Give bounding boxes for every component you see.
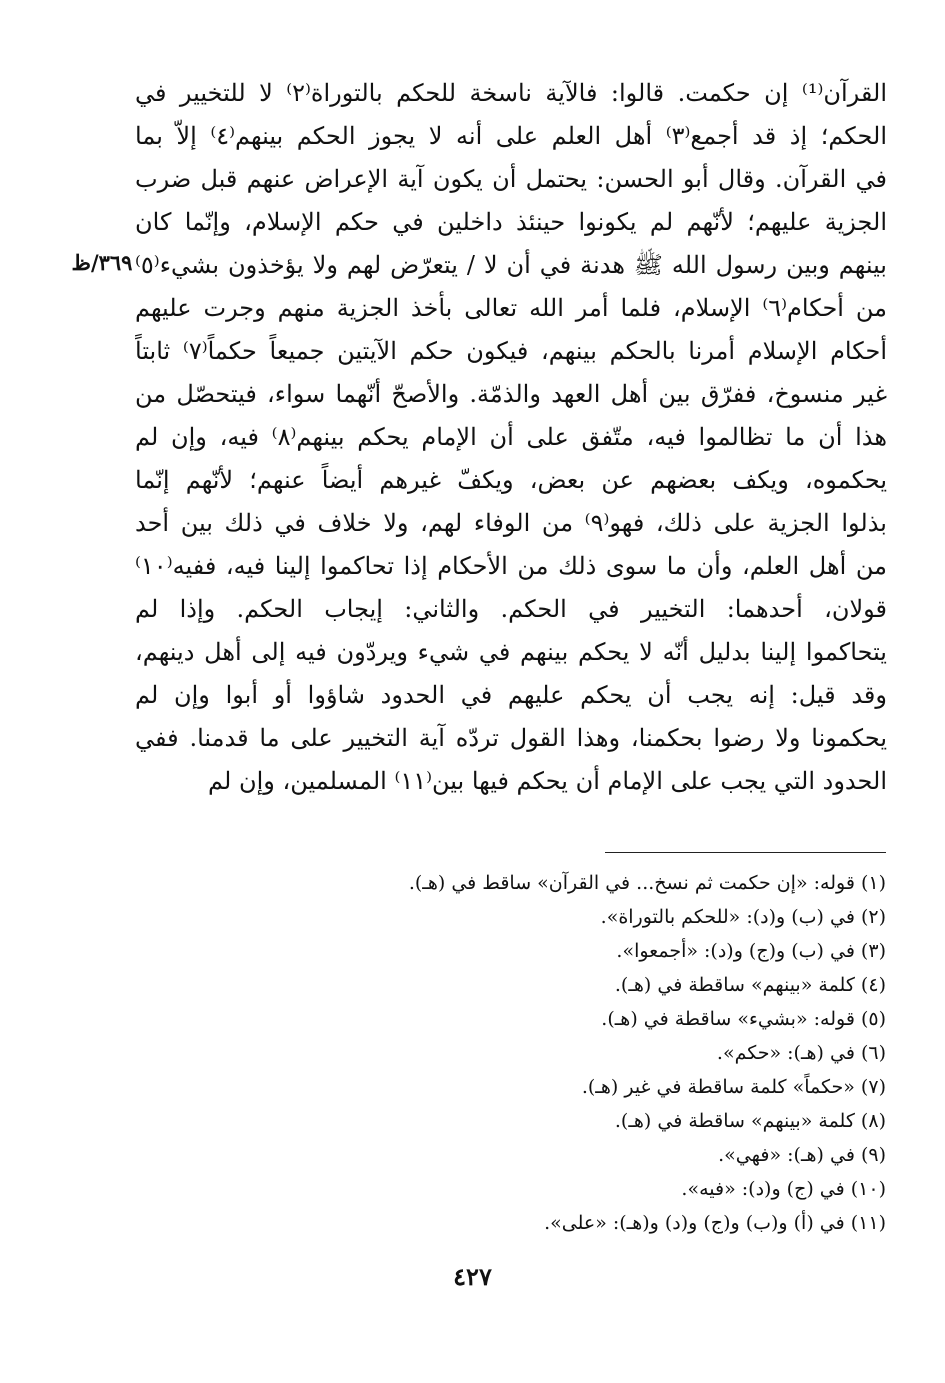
text-line: يحكمونا ولا رضوا بحكمنا، وهذا القول تردّه آية التخيير على ما قدمنا. ففي <box>135 724 887 752</box>
footnote: (٥) قوله: «بشيء» ساقطة في (هـ). <box>601 1008 886 1030</box>
text-line: هذا أن ما تظالموا فيه، متّفق على أن الإمام يحكم بينهم⁽٨⁾ فيه، وإن لم <box>135 423 887 451</box>
footnote: (٦) في (هـ): «حكم». <box>716 1042 886 1064</box>
footnote: (١) قوله: «إن حكمت ثم نسخ... في القرآن» ساقط في (هـ). <box>408 872 886 894</box>
footnote: (٩) في (هـ): «فهي». <box>718 1144 886 1166</box>
text-line: من أهل العلم، وأن ما سوى ذلك من الأحكام إذا تحاكموا إلينا فيه، ففيه⁽١٠⁾ <box>135 552 887 580</box>
text-line: بذلوا الجزية على ذلك، فهو⁽٩⁾ من الوفاء لهم، ولا خلاف في ذلك بين أحد <box>135 509 887 537</box>
text-line: الحدود التي يجب على الإمام أن يحكم فيها بين⁽١١⁾ المسلمين، وإن لم <box>208 767 887 795</box>
page-number: ٤٢٧ <box>453 1262 492 1291</box>
footnotes <box>300 866 886 1240</box>
manuscript-folio-marker: ٣٦٩/ظ <box>71 250 133 275</box>
text-line: يتحاكموا إلينا بدليل أنّه لا يحكم بينهم في شيء ويردّون فيه إلى أهل دينهم، <box>135 638 887 666</box>
text-line: القرآن⁽¹⁾ إن حكمت. قالوا: فالآية ناسخة للحكم بالتوراة⁽٢⁾ لا للتخيير في <box>135 79 887 107</box>
text-line: بينهم وبين رسول الله ﷺ هدنة في أن لا / يتعرّض لهم ولا يؤخذون بشيء⁽٥⁾ <box>135 251 887 279</box>
main-text <box>135 72 887 803</box>
footnote: (٨) كلمة «بينهم» ساقطة في (هـ). <box>614 1110 886 1132</box>
footnote: (٧) «حكماً» كلمة ساقطة في غير (هـ). <box>581 1076 886 1098</box>
text-line: قولان، أحدهما: التخيير في الحكم. والثاني: إيجاب الحكم. وإذا لم <box>135 595 887 623</box>
text-line: يحكموه، ويكف بعضهم عن بعض، ويكفّ غيرهم أيضاً عنهم؛ لأنّهم إنّما <box>135 466 887 494</box>
text-line: من أحكام⁽٦⁾ الإسلام، فلما أمر الله تعالى بأخذ الجزية منهم وجرت عليهم <box>135 294 887 322</box>
text-line: أحكام الإسلام أمرنا بالحكم بينهم، فيكون حكم الآيتين جميعاً حكماً⁽٧⁾ ثابتاً <box>135 337 887 365</box>
text-line: غير منسوخ، ففرّق بين أهل العهد والذمّة. والأصحّ أنّهما سواء، فيتحصّل من <box>135 380 887 408</box>
footnote: (٣) في (ب) و(ج) و(د): «أجمعوا». <box>616 940 886 962</box>
footnote-separator <box>605 852 886 853</box>
text-line: الحكم؛ إذ قد أجمع⁽٣⁾ أهل العلم على أنه لا يجوز الحكم بينهم⁽٤⁾ إلاّ بما <box>135 122 887 150</box>
text-line: الجزية عليهم؛ لأنّهم لم يكونوا حينئذ داخلين في حكم الإسلام، وإنّما كان <box>135 208 887 236</box>
footnote: (١٠) في (ج) و(د): «فيه». <box>681 1178 886 1200</box>
text-line: في القرآن. وقال أبو الحسن: يحتمل أن يكون آية الإعراض عنهم قبل ضرب <box>135 165 887 193</box>
footnote: (١١) في (أ) و(ب) و(ج) و(د) و(هـ): «على». <box>544 1212 886 1234</box>
footnote: (٢) في (ب) و(د): «للحكم بالتوراة». <box>600 906 886 928</box>
text-line: وقد قيل: إنه يجب أن يحكم عليهم في الحدود شاؤوا أو أبوا وإن لم <box>135 681 887 709</box>
footnote: (٤) كلمة «بينهم» ساقطة في (هـ). <box>614 974 886 996</box>
